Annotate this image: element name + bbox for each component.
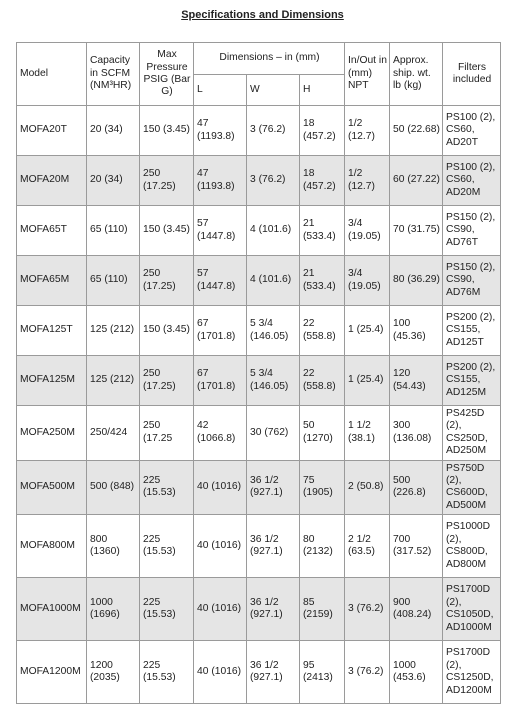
header-weight: Approx. ship. wt. lb (kg) xyxy=(390,43,443,106)
table-row xyxy=(17,206,501,256)
cell-pressure: 250 (17.25) xyxy=(140,256,194,306)
cell-h: 18 (457.2) xyxy=(300,106,345,156)
cell-filters: PS150 (2), CS90, AD76M xyxy=(443,256,501,306)
cell-weight: 1000 (453.6) xyxy=(390,641,443,704)
header-inout: In/Out in (mm) NPT xyxy=(345,43,390,106)
cell-l: 40 (1016) xyxy=(194,578,247,641)
cell-capacity: 125 (212) xyxy=(87,306,140,356)
cell-model: MOFA125M xyxy=(17,356,87,406)
cell-pressure: 250 (17.25 xyxy=(140,406,194,461)
cell-pressure: 250 (17.25) xyxy=(140,156,194,206)
header-filters: Filters included xyxy=(443,43,501,106)
cell-l: 40 (1016) xyxy=(194,641,247,704)
cell-capacity: 20 (34) xyxy=(87,156,140,206)
table-row xyxy=(17,515,501,578)
cell-h: 21 (533.4) xyxy=(300,256,345,306)
cell-l: 67 (1701.8) xyxy=(194,306,247,356)
cell-pressure: 225 (15.53) xyxy=(140,515,194,578)
cell-capacity: 20 (34) xyxy=(87,106,140,156)
cell-weight: 300 (136.08) xyxy=(390,406,443,461)
cell-w: 36 1/2 (927.1) xyxy=(247,515,300,578)
cell-capacity: 1000 (1696) xyxy=(87,578,140,641)
cell-w: 36 1/2 (927.1) xyxy=(247,578,300,641)
cell-capacity: 1200 (2035) xyxy=(87,641,140,704)
header-capacity: Capacity in SCFM (NM³HR) xyxy=(87,43,140,106)
cell-h: 85 (2159) xyxy=(300,578,345,641)
table-row xyxy=(17,156,501,206)
cell-weight: 900 (408.24) xyxy=(390,578,443,641)
cell-model: MOFA1200M xyxy=(17,641,87,704)
cell-h: 95 (2413) xyxy=(300,641,345,704)
cell-inout: 3 (76.2) xyxy=(345,578,390,641)
spec-table xyxy=(16,42,501,704)
cell-w: 36 1/2 (927.1) xyxy=(247,641,300,704)
cell-model: MOFA65T xyxy=(17,206,87,256)
cell-inout: 3/4 (19.05) xyxy=(345,256,390,306)
cell-filters: PS425D (2), CS250D, AD250M xyxy=(443,406,501,461)
cell-model: MOFA1000M xyxy=(17,578,87,641)
cell-capacity: 125 (212) xyxy=(87,356,140,406)
cell-weight: 70 (31.75) xyxy=(390,206,443,256)
header-pressure: Max Pressure PSIG (Bar G) xyxy=(140,43,194,106)
table-row xyxy=(17,578,501,641)
cell-h: 75 (1905) xyxy=(300,460,345,515)
cell-w: 30 (762) xyxy=(247,406,300,461)
cell-inout: 1 (25.4) xyxy=(345,306,390,356)
cell-l: 67 (1701.8) xyxy=(194,356,247,406)
cell-inout: 1/2 (12.7) xyxy=(345,156,390,206)
cell-weight: 120 (54.43) xyxy=(390,356,443,406)
cell-filters: PS100 (2), CS60, AD20T xyxy=(443,106,501,156)
table-row xyxy=(17,256,501,306)
header-dim-l: L xyxy=(194,75,247,106)
page-title: Specifications and Dimensions xyxy=(181,9,344,21)
cell-weight: 60 (27.22) xyxy=(390,156,443,206)
cell-filters: PS200 (2), CS155, AD125T xyxy=(443,306,501,356)
cell-filters: PS200 (2), CS155, AD125M xyxy=(443,356,501,406)
cell-model: MOFA20M xyxy=(17,156,87,206)
cell-pressure: 225 (15.53) xyxy=(140,641,194,704)
table-row xyxy=(17,356,501,406)
cell-h: 22 (558.8) xyxy=(300,356,345,406)
cell-h: 50 (1270) xyxy=(300,406,345,461)
cell-inout: 3 (76.2) xyxy=(345,641,390,704)
cell-pressure: 250 (17.25) xyxy=(140,356,194,406)
cell-inout: 3/4 (19.05) xyxy=(345,206,390,256)
cell-weight: 500 (226.8) xyxy=(390,460,443,515)
header-model: Model xyxy=(17,43,87,106)
cell-h: 80 (2132) xyxy=(300,515,345,578)
cell-inout: 2 1/2 (63.5) xyxy=(345,515,390,578)
cell-weight: 100 (45.36) xyxy=(390,306,443,356)
cell-model: MOFA65M xyxy=(17,256,87,306)
cell-pressure: 150 (3.45) xyxy=(140,306,194,356)
cell-filters: PS750D (2), CS600D, AD500M xyxy=(443,460,501,515)
table-row xyxy=(17,641,501,704)
table-row xyxy=(17,460,501,515)
cell-capacity: 500 (848) xyxy=(87,460,140,515)
cell-w: 3 (76.2) xyxy=(247,156,300,206)
cell-model: MOFA20T xyxy=(17,106,87,156)
cell-w: 5 3/4 (146.05) xyxy=(247,306,300,356)
header-dim-w: W xyxy=(247,75,300,106)
cell-filters: PS1700D (2), CS1250D, AD1200M xyxy=(443,641,501,704)
cell-inout: 1/2 (12.7) xyxy=(345,106,390,156)
cell-pressure: 225 (15.53) xyxy=(140,460,194,515)
cell-capacity: 65 (110) xyxy=(87,256,140,306)
cell-weight: 700 (317.52) xyxy=(390,515,443,578)
cell-h: 21 (533.4) xyxy=(300,206,345,256)
cell-inout: 1 (25.4) xyxy=(345,356,390,406)
cell-l: 47 (1193.8) xyxy=(194,156,247,206)
header-dimensions: Dimensions – in (mm) xyxy=(194,43,345,75)
cell-l: 42 (1066.8) xyxy=(194,406,247,461)
cell-w: 3 (76.2) xyxy=(247,106,300,156)
cell-inout: 2 (50.8) xyxy=(345,460,390,515)
table-row xyxy=(17,306,501,356)
cell-capacity: 65 (110) xyxy=(87,206,140,256)
table-row xyxy=(17,406,501,461)
cell-w: 4 (101.6) xyxy=(247,256,300,306)
cell-h: 22 (558.8) xyxy=(300,306,345,356)
cell-w: 4 (101.6) xyxy=(247,206,300,256)
cell-model: MOFA800M xyxy=(17,515,87,578)
header-dim-h: H xyxy=(300,75,345,106)
header-row xyxy=(17,43,501,75)
cell-capacity: 800 (1360) xyxy=(87,515,140,578)
cell-filters: PS100 (2), CS60, AD20M xyxy=(443,156,501,206)
cell-l: 47 (1193.8) xyxy=(194,106,247,156)
cell-capacity: 250/424 xyxy=(87,406,140,461)
table-row xyxy=(17,106,501,156)
cell-model: MOFA500M xyxy=(17,460,87,515)
cell-weight: 80 (36.29) xyxy=(390,256,443,306)
cell-l: 40 (1016) xyxy=(194,515,247,578)
cell-l: 57 (1447.8) xyxy=(194,206,247,256)
cell-filters: PS1700D (2), CS1050D, AD1000M xyxy=(443,578,501,641)
cell-model: MOFA125T xyxy=(17,306,87,356)
cell-filters: PS1000D (2), CS800D, AD800M xyxy=(443,515,501,578)
cell-pressure: 150 (3.45) xyxy=(140,106,194,156)
cell-model: MOFA250M xyxy=(17,406,87,461)
cell-filters: PS150 (2), CS90, AD76T xyxy=(443,206,501,256)
cell-h: 18 (457.2) xyxy=(300,156,345,206)
cell-l: 57 (1447.8) xyxy=(194,256,247,306)
cell-pressure: 225 (15.53) xyxy=(140,578,194,641)
cell-pressure: 150 (3.45) xyxy=(140,206,194,256)
cell-w: 36 1/2 (927.1) xyxy=(247,460,300,515)
cell-inout: 1 1/2 (38.1) xyxy=(345,406,390,461)
cell-l: 40 (1016) xyxy=(194,460,247,515)
cell-weight: 50 (22.68) xyxy=(390,106,443,156)
cell-w: 5 3/4 (146.05) xyxy=(247,356,300,406)
